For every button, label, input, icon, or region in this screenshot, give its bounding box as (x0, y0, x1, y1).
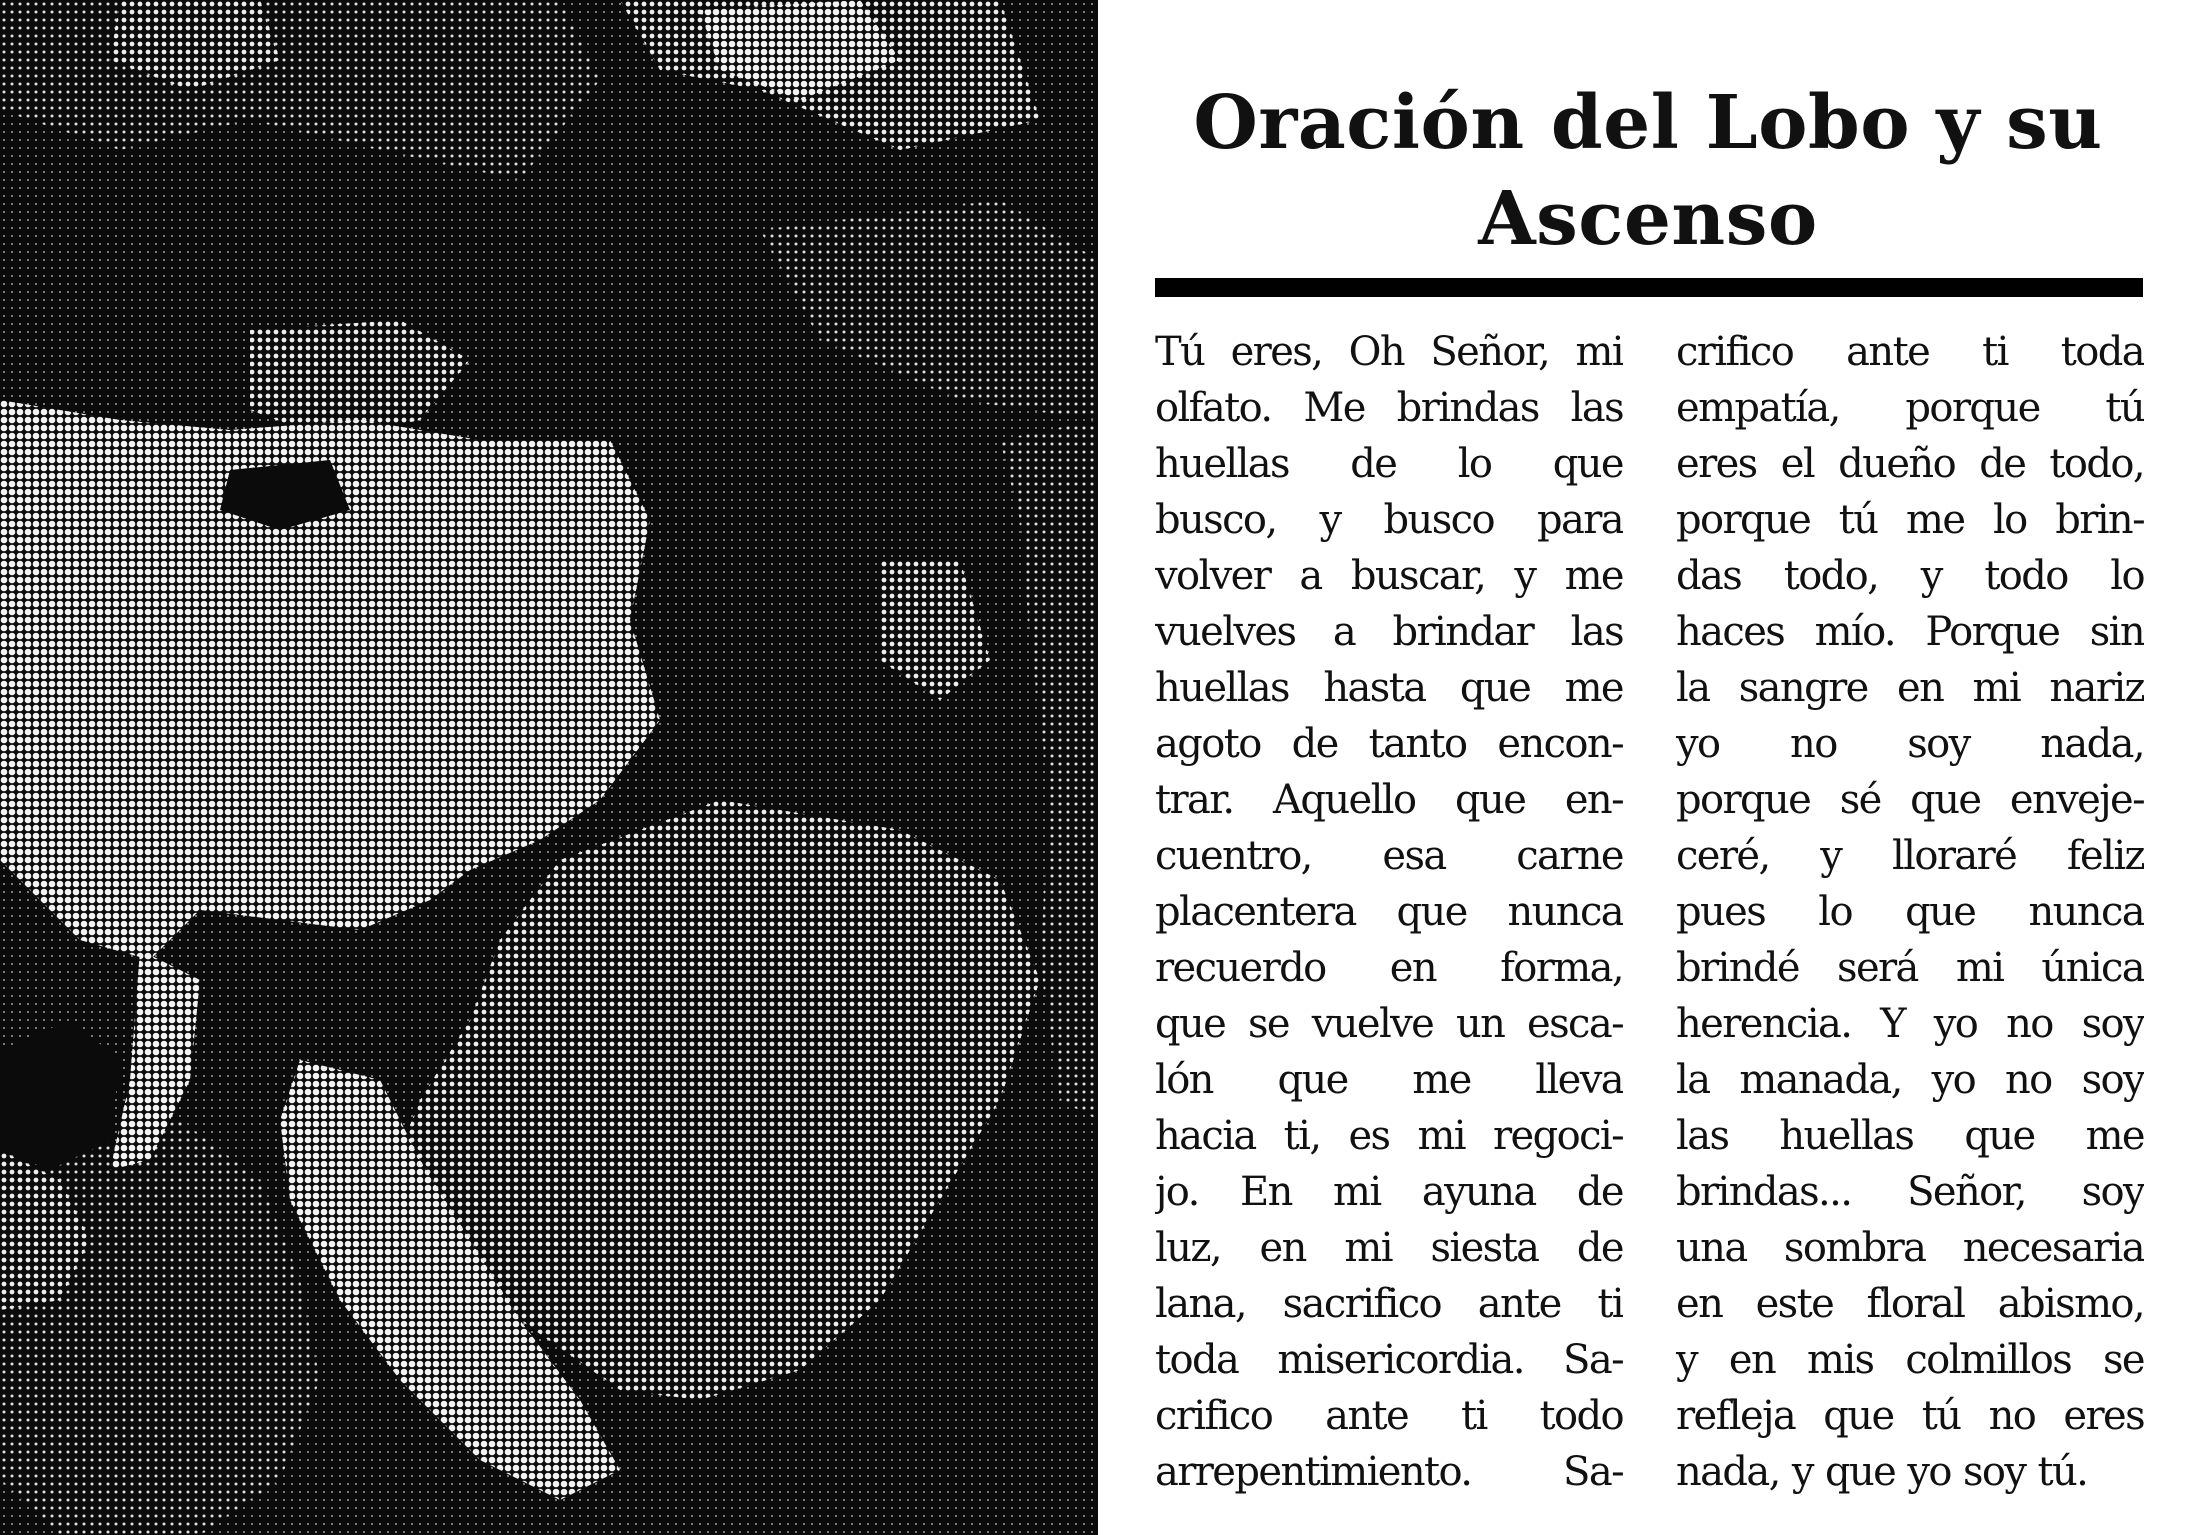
text-line: en este floral abismo, (1676, 1281, 2144, 1327)
text-line: olfato. Me brindas las (1155, 385, 1623, 431)
article-title (1148, 75, 2148, 267)
text-line: busco, y busco para (1155, 497, 1623, 543)
text-line: la sangre en mi nariz (1676, 665, 2144, 711)
text-line: vuelves a brindar las (1155, 609, 1623, 655)
text-line: hacia ti, es mi regoci- (1155, 1113, 1623, 1159)
text-line: jo. En mi ayuna de (1155, 1169, 1623, 1215)
text-line: crifico ante ti toda (1676, 329, 2144, 375)
text-line: lana, sacrifico ante ti (1155, 1281, 1623, 1327)
text-line: refleja que tú no eres (1676, 1393, 2144, 1439)
text-line: una sombra necesaria (1676, 1225, 2144, 1271)
text-line: pues lo que nunca (1676, 889, 2144, 935)
text-line: brindas... Señor, soy (1676, 1169, 2144, 1215)
text-line: recuerdo en forma, (1155, 945, 1623, 991)
text-line: crifico ante ti todo (1155, 1393, 1623, 1439)
text-line: cuentro, esa carne (1155, 833, 1623, 879)
text-column-left (1155, 324, 1623, 1500)
text-line: porque sé que enveje- (1676, 777, 2144, 823)
text-line: herencia. Y yo no soy (1676, 1001, 2144, 1047)
text-line: toda misericordia. Sa- (1155, 1337, 1623, 1383)
text-line: agoto de tanto encon- (1155, 721, 1623, 767)
text-line: yo no soy nada, (1676, 721, 2144, 767)
title-line: Ascenso (1478, 176, 1818, 262)
text-column-right (1676, 324, 2144, 1500)
text-line: das todo, y todo lo (1676, 553, 2144, 599)
article (1098, 0, 2192, 1535)
text-line: y en mis colmillos se (1676, 1337, 2144, 1383)
text-line: ceré, y lloraré feliz (1676, 833, 2144, 879)
text-line: porque tú me lo brin- (1676, 497, 2144, 543)
text-line: lón que me lleva (1155, 1057, 1623, 1103)
title-divider (1155, 278, 2143, 297)
text-line: huellas de lo que (1155, 441, 1623, 487)
text-line: nada, y que yo soy tú. (1676, 1449, 2088, 1495)
text-line: Tú eres, Oh Señor, mi (1155, 329, 1623, 375)
text-line: la manada, yo no soy (1676, 1057, 2144, 1103)
text-line: brindé será mi única (1676, 945, 2144, 991)
text-line: trar. Aquello que en- (1155, 777, 1623, 823)
text-line: luz, en mi siesta de (1155, 1225, 1623, 1271)
text-line: volver a buscar, y me (1155, 553, 1623, 599)
text-line: arrepentimiento. Sa- (1155, 1449, 1623, 1495)
text-line: placentera que nunca (1155, 889, 1623, 935)
text-line: eres el dueño de todo, (1676, 441, 2144, 487)
title-line: Oración del Lobo y su (1193, 80, 2103, 166)
text-line: haces mío. Porque sin (1676, 609, 2144, 655)
text-line: que se vuelve un esca- (1155, 1001, 1623, 1047)
text-line: las huellas que me (1676, 1113, 2144, 1159)
text-line: empatía, porque tú (1676, 385, 2144, 431)
text-line: huellas hasta que me (1155, 665, 1623, 711)
